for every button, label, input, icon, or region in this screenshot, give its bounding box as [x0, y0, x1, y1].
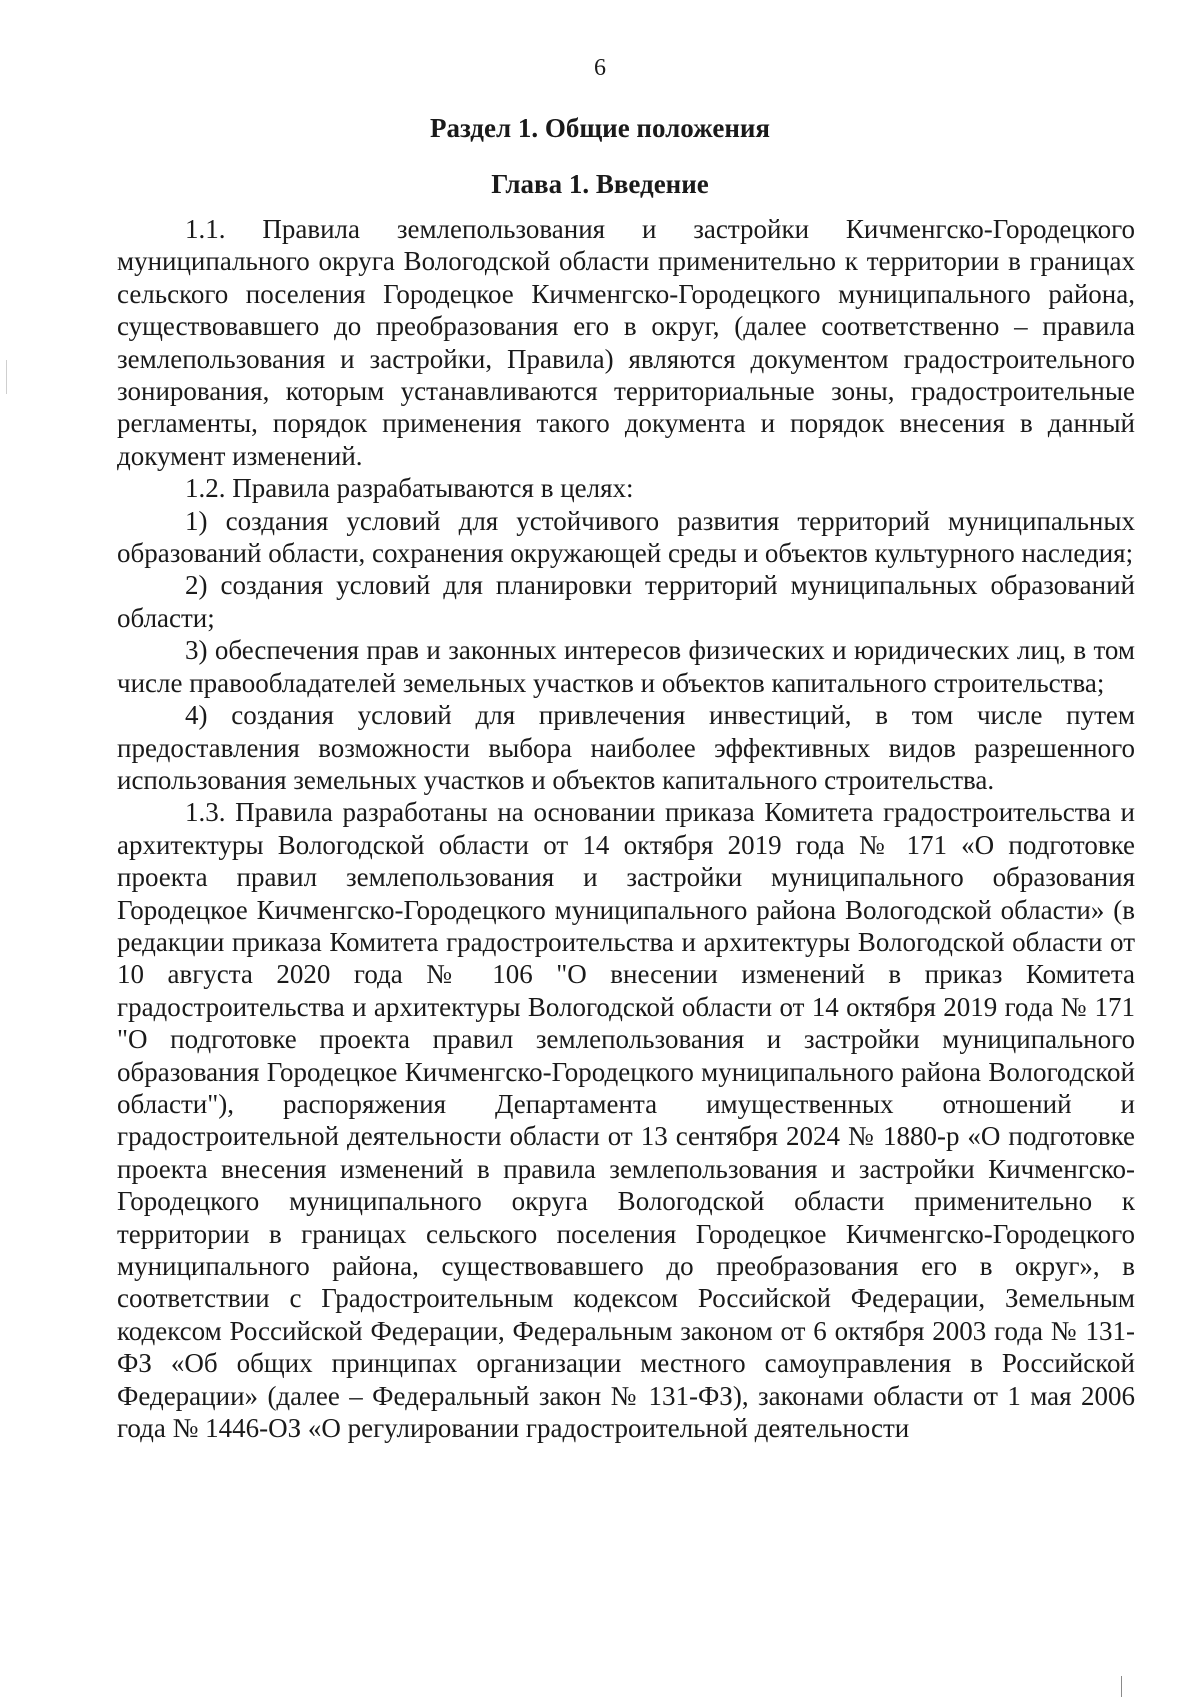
paragraph-1-2: 1.2. Правила разрабатываются в целях:	[185, 473, 634, 504]
scan-mark-left	[6, 360, 7, 394]
list-item-1: 1) создания условий для устойчивого развития территорий муниципальных образований области, сохранения окружающей среды и объектов культурного наследия;	[117, 505, 1135, 569]
paragraph-1-3: 1.3. Правила разработаны на основании приказа Комитета градостроительства и архитектуры Вологодской области от 14 октября 2019 года № 171 «О подготовке проекта правил землепользования и застройки муниципального образования Городецкое Кичменгско-Городецкого муниципального района Вологодской области» (в редакции приказа Комитета градостроительства и архитектуры Вологодской области от 10 августа 2020 года № 106 "О внесении изменений в приказ Комитета градостроительства и архитектуры Вологодской области от 14 октября 2019 года № 171 "О подготовке проекта правил землепользования и застройки муниципального образования Городецкое Кичменгско-Городецкого муниципального района Вологодской области"), распоряжения Департамента имущественных отношений и градостроительной деятельности области от 13 сентября 2024 № 1880-р «О подготовке проекта внесения изменений в правила землепользования и застройки Кичменгско-Городецкого муниципального округа Вологодской области применительно к территории в границах сельского поселения Городецкое Кичменгско-Городецкого муниципального района, существовавшего до преобразования его в округ», в соответствии с Градостроительным кодексом Российской Федерации, Земельным кодексом Российской Федерации, Федеральным законом от 6 октября 2003 года № 131-ФЗ «Об общих принципах организации местного самоуправления в Российской Федерации» (далее – Федеральный закон № 131-ФЗ), законами области от 1 мая 2006 года № 1446-ОЗ «О регулировании градостроительной деятельности	[117, 797, 1135, 1444]
list-item-2: 2) создания условий для планировки территорий муниципальных образований области;	[117, 570, 1135, 633]
document-body	[117, 213, 1135, 1444]
chapter-title: Глава 1. Введение	[491, 169, 709, 199]
page-number: 6	[594, 55, 606, 81]
scan-mark-bottom	[1121, 1676, 1122, 1697]
list-item-3: 3) обеспечения прав и законных интересов физических и юридических лиц, в том числе правообладателей земельных участков и объектов капитального строительства;	[117, 635, 1135, 698]
section-title: Раздел 1. Общие положения	[429, 113, 771, 143]
list-item-4: 4) создания условий для привлечения инвестиций, в том числе путем предоставления возможности выбора наиболее эффективных видов разрешенного использования земельных участков и объектов капитального строительства.	[117, 700, 1135, 795]
paragraph-1-1: 1.1. Правила землепользования и застройки Кичменгско-Городецкого муниципального округа Вологодской области применительно к территории в границах сельского поселения Городецкое Кичменгско-Городецкого муниципального района, существовавшего до преобразования его в округ, (далее соответственно – правила землепользования и застройки, Правила) являются документом градостроительного зонирования, которым устанавливаются территориальные зоны, градостроительные регламенты, порядок применения такого документа и порядок внесения в данный документ изменений.	[117, 214, 1135, 471]
